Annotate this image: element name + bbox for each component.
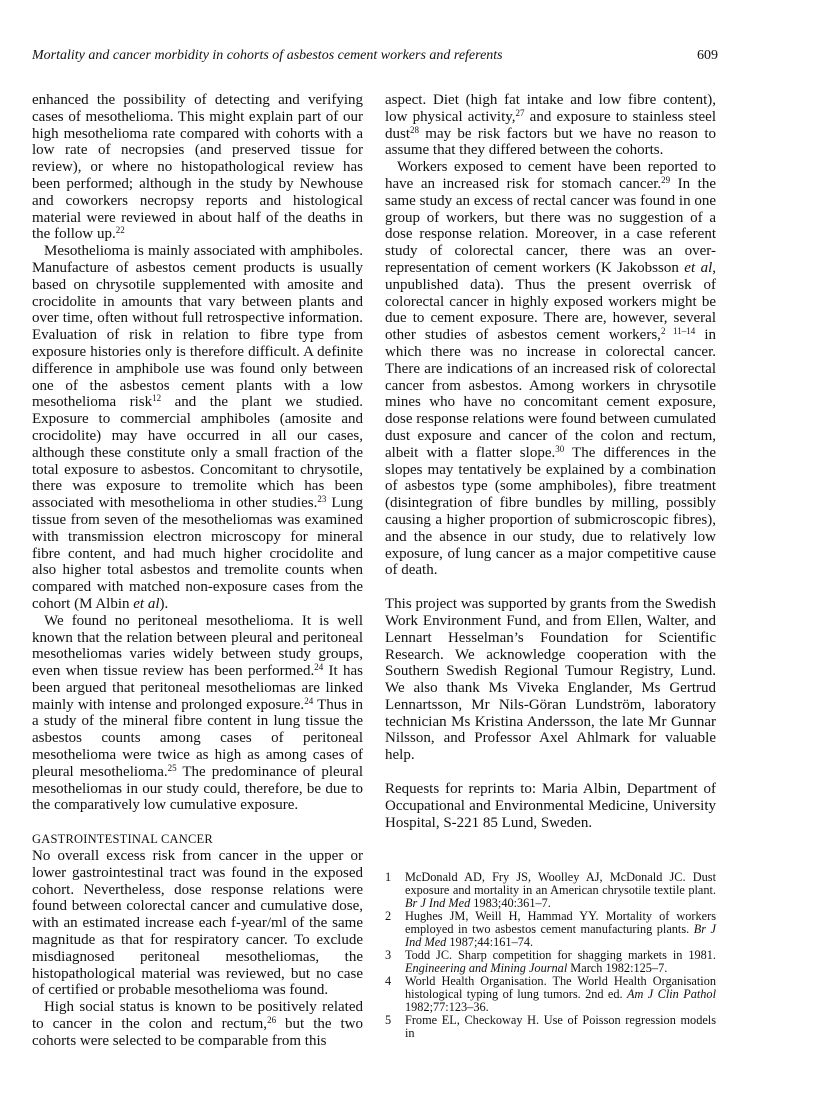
italic-text: et al — [133, 595, 160, 612]
reference-number: 5 — [385, 1013, 392, 1028]
text-run: ). — [159, 595, 169, 612]
text-run: aspect. Diet (high fat intake and low fibre content), low physical activity, — [385, 92, 716, 125]
italic-text: Engineering and Mining Journal — [405, 961, 568, 976]
text-run: 1982;77:123–36. — [405, 1000, 489, 1015]
reference-item — [385, 1014, 716, 1040]
citation-superscript: 22 — [115, 225, 125, 236]
body-paragraph — [32, 848, 363, 999]
text-run: Lung tissue from seven of the mesotheliomas was examined with transmission electron microscopy for mineral fibre content, and had much higher crocidolite and also higher total asbestos and tremolite counts when compared with matched non-exposure cases from the cohort (M Albin — [32, 495, 363, 612]
text-run: in which there was no increase in colorectal cancer. There are indications of an increased risk of colorectal cancer from asbestos. Among workers in chrysotile mines who have no concomitant cement exposure, dose response relations were found between cumulated dust exposure and cancer of the colon and rectum, albeit with a flatter slope. — [385, 327, 717, 461]
citation-superscript: 25 — [167, 762, 177, 773]
reference-number: 4 — [385, 974, 392, 989]
right-column-wrapper — [385, 92, 716, 1040]
italic-text: Br J Ind Med — [405, 896, 471, 911]
body-paragraph — [32, 92, 363, 243]
right-column — [385, 92, 716, 579]
text-run: 1983;40:361–7. — [470, 896, 551, 911]
text-run: March 1982:125–7. — [567, 961, 668, 976]
text-run: , unpublished data). Thus the present overrisk of colorectal cancer in highly exposed workers might be due to cement exposure. There are, however, several other studies of asbestos cement workers, — [385, 259, 716, 344]
citation-superscript: 23 — [317, 494, 327, 505]
citation-superscript: 28 — [410, 124, 420, 135]
text-run: Hughes JM, Weill H, Hammad YY. Mortality of workers employed in two asbestos cement manufacturing plants. — [405, 909, 716, 937]
reference-item — [385, 871, 716, 910]
citation-superscript: 12 — [152, 393, 162, 404]
body-paragraph — [385, 92, 716, 159]
text-run: enhanced the possibility of detecting and verifying cases of mesothelioma. This might explain part of our high mesothelioma rate compared with cohorts with a low rate of necropsies (and preserved tissue for review), or where no histopathological review has been performed; although in the study by Newhouse and coworkers necropsy reports and histological material were reviewed in about half of the deaths in the follow up. — [32, 92, 363, 243]
text-run: Frome EL, Checkoway H. Use of Poisson regression models in — [405, 1013, 716, 1041]
reference-number: 1 — [385, 870, 392, 885]
reference-item — [385, 975, 716, 1014]
text-run: McDonald AD, Fry JS, Woolley AJ, McDonald JC. Dust exposure and mortality in an American chrysotile textile plant. — [405, 870, 716, 898]
text-run: and exposure to stainless steel dust — [385, 108, 717, 142]
text-run: No overall excess risk from cancer in the upper or lower gastrointestinal tract was found in the exposed cohort. Nevertheless, dose response relations were found between colorectal cancer and cumulative dose, with an estimated increase each f-year/ml of the same magnitude as that for respiratory cancer. To exclude misdiagnosed peritoneal mesotheliomas, the histopathological material was reviewed, but no case of certified or probable mesothelioma was found. — [32, 848, 363, 999]
text-run: The predominance of pleural mesotheliomas in our study could, therefore, be due to the comparatively low cumulative exposure. — [32, 763, 363, 814]
text-run: 1987;44:161–74. — [446, 935, 534, 950]
citation-superscript: 27 — [515, 107, 525, 118]
text-run: but the two cohorts were selected to be comparable from this — [32, 1016, 363, 1049]
citation-superscript: 24 — [304, 695, 314, 706]
italic-text: Am J Clin Pathol — [627, 987, 716, 1002]
reference-number: 2 — [385, 909, 392, 924]
text-run: High social status is known to be positively related to cancer in the colon and rectum, — [32, 999, 363, 1033]
acknowledgements-section — [385, 596, 716, 764]
page-number: 609 — [697, 48, 718, 63]
reprint-request: Requests for reprints to: Maria Albin, Department of Occupational and Environmental Medicine, University Hospital, S-221 85 Lund, Sweden. — [385, 781, 716, 831]
text-run: Workers exposed to cement have been reported to have an increased risk for stomach cancer. — [385, 159, 716, 192]
left-column — [32, 92, 363, 1050]
text-run: may be risk factors but we have no reason to assume that they differed between the cohorts. — [385, 125, 716, 159]
text-run: In the same study an excess of rectal cancer was found in one group of workers, but there was no suggestion of a dose response relation. Moreover, in a case referent study of colorectal cancer, there was an over-representation of cement workers (K Jakobsson — [385, 175, 716, 276]
italic-text: et al — [684, 259, 713, 276]
body-paragraph — [32, 243, 363, 613]
reference-item — [385, 949, 716, 975]
reference-number: 3 — [385, 948, 392, 963]
text-run: We found no peritoneal mesothelioma. It is well known that the relation between pleural and peritoneal mesotheliomas varies widely between study groups, even when tissue review has been performed. — [32, 612, 363, 680]
text-run: World Health Organisation. The World Health Organisation histological typing of lung tumors. 2nd ed. — [405, 974, 716, 1002]
text-run: Mesothelioma is mainly associated with amphiboles. Manufacture of asbestos cement products is usually based on chrysotile supplemented with amosite and crocidolite in amounts that vary between plants and over time, often without full retrospective information. Evaluation of risk in relation to fibre type from exposure histories only is therefore difficult. A definite difference in amphibole use was found only between one of the asbestos cement plants with a low mesothelioma risk — [32, 243, 363, 411]
acknowledgements: This project was supported by grants from the Swedish Work Environment Fund, and from Ellen, Walter, and Lennart Hesselman’s Foundation for Scientific Research. We acknowledge cooperation with the Southern Swedish Regional Tumour Registry, Lund. We also thank Ms Viveka Englander, Ms Gertrud Lennartsson, Mr Nils-Göran Lundström, laboratory technician Ms Kristina Andersson, the late Mr Gunnar Nilsson, and Professor Axel Ahlmark for valuable help. — [385, 596, 716, 764]
reference-item — [385, 910, 716, 949]
reference-list — [385, 871, 716, 1040]
text-run: Todd JC. Sharp competition for shagging markets in 1981. — [405, 948, 716, 963]
reprints-section — [385, 781, 716, 831]
citation-superscript: 2 11–14 — [660, 326, 696, 337]
section-heading — [32, 831, 363, 848]
text-run: Thus in a study of the mineral fibre content in lung tissue the asbestos counts among cases of peritoneal mesothelioma were twice as high as among cases of pleural mesothelioma. — [32, 696, 363, 780]
text-run: GASTROINTESTINAL CANCER — [32, 832, 213, 847]
citation-superscript: 24 — [314, 662, 324, 673]
body-paragraph — [32, 613, 363, 815]
citation-superscript: 26 — [267, 1015, 277, 1026]
italic-text: Br J Ind Med — [405, 922, 716, 950]
text-run: and the plant we studied. Exposure to commercial amphiboles (amosite and crocidolite) may have occurred in all our cases, although these constitute only a small fraction of the total exposure to asbestos. Concomitant to chrysotile, there was exposure to tremolite which has been associated with mesothelioma in other studies. — [32, 394, 364, 512]
text-run: It has been argued that peritoneal mesotheliomas are linked mainly with intense and prolonged exposure. — [32, 663, 363, 713]
citation-superscript: 30 — [555, 443, 565, 454]
running-title: Mortality and cancer morbidity in cohorts of asbestos cement workers and referents — [32, 48, 503, 63]
body-paragraph — [385, 159, 716, 579]
text-run: The differences in the slopes may tentatively be explained by a combination of asbestos type (some amphiboles), fibre treatment (disintegration of fibre bundles by milling, possibly causing a higher proportion of submicroscopic fibres), and the absence in our study, due to relatively low exposure, of lung cancer as a major competitive cause of death. — [385, 444, 716, 579]
citation-superscript: 29 — [661, 174, 671, 185]
body-paragraph — [32, 999, 363, 1049]
